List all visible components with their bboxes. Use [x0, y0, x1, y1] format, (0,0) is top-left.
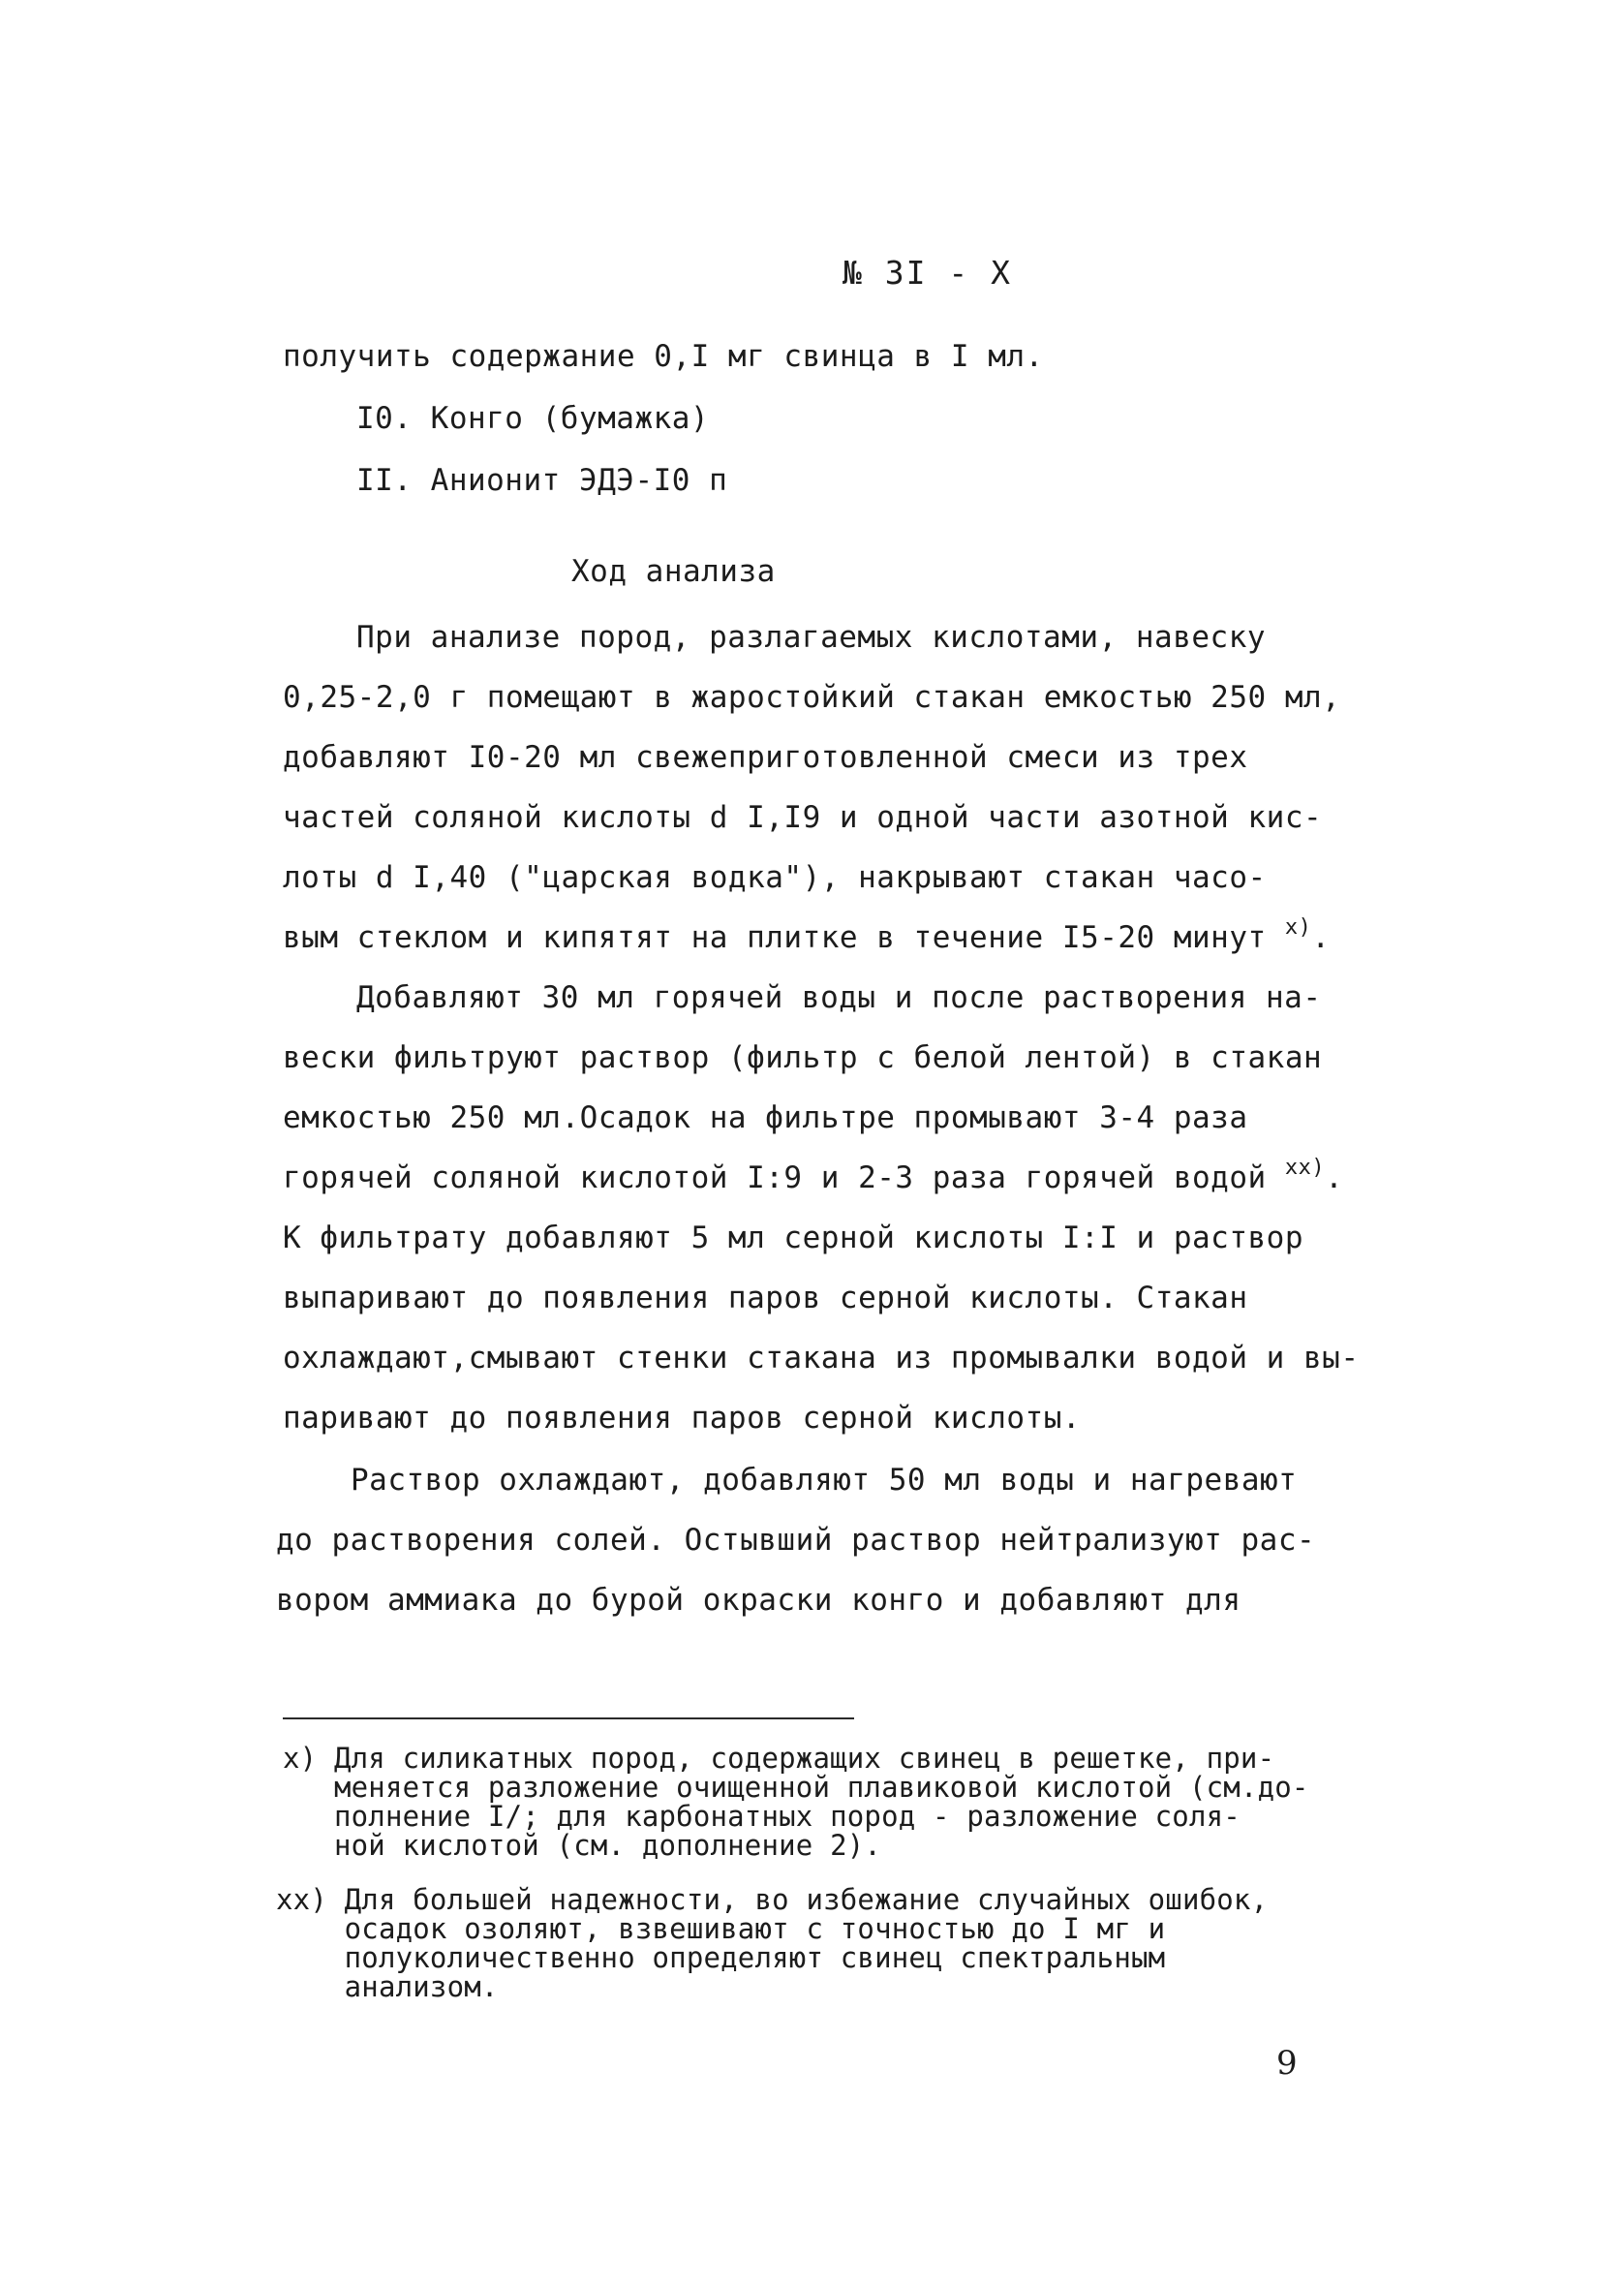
text-line: 0,25-2,0 г помещают в жаростойкий стакан емкостью 250 мл, [283, 680, 1341, 715]
text-line: Добавляют 30 мл горячей воды и после растворения на- [356, 980, 1322, 1015]
text-line: до растворения солей. Остывший раствор нейтрализуют рас- [276, 1523, 1316, 1558]
footnote-marker: x) [1284, 915, 1312, 940]
footnote-line: ной кислотой (см. дополнение 2). [283, 1829, 882, 1862]
text-line: горячей соляной кислотой I:9 и 2-3 раза горячей водой $^{xx)}$. [283, 1156, 1344, 1195]
text-line: паривают до появления паров серной кислоты. [283, 1401, 1082, 1436]
footnote-line: осадок озоляют, взвешивают с точностью до I мг и [276, 1912, 1166, 1945]
page-header: № 3I - X [843, 254, 1012, 292]
footnote-separator [283, 1717, 854, 1719]
page-number: 9 [1276, 2044, 1298, 2083]
text-line: К фильтрату добавляют 5 мл серной кислоты I:I и раствор [283, 1221, 1303, 1255]
section-heading: Ход анализа [571, 554, 776, 589]
text-line: частей соляной кислоты d I,I9 и одной части азотной кис- [283, 800, 1323, 835]
text-line: получить содержание 0,I мг свинца в I мл. [283, 339, 1044, 374]
text-line: емкостью 250 мл.Осадок на фильтре промывают 3-4 раза [283, 1100, 1248, 1135]
text-line: вым стеклом и кипятят на плитке в течение I5-20 минут $^{x)}$. [283, 915, 1331, 955]
footnote-marker: xx) [1284, 1156, 1326, 1180]
footnote-line: анализом. [276, 1970, 499, 2003]
footnote-line: x) Для силикатных пород, содержащих свинец в решетке, при- [283, 1742, 1275, 1775]
text-line: вески фильтруют раствор (фильтр с белой лентой) в стакан [283, 1040, 1323, 1075]
text-line: лоты d I,40 ("царская водка"), накрывают стакан часо- [283, 860, 1267, 895]
footnote-line: полуколичественно определяют свинец спектральным [276, 1941, 1166, 1974]
text-line: При анализе пород, разлагаемых кислотами, навеску [356, 620, 1267, 655]
footnote-line: xx) Для большей надежности, во избежание случайных ошибок, [276, 1883, 1269, 1916]
footnote-line: меняется разложение очищенной плавиковой кислотой (см.до- [283, 1771, 1309, 1804]
text-line: добавляют I0-20 мл свежеприготовленной смеси из трех [283, 740, 1248, 775]
text-line: охлаждают,смывают стенки стакана из промывалки водой и вы- [283, 1341, 1360, 1376]
list-item-reagent-10: I0. Конго (бумажка) [356, 401, 710, 436]
footnote-line: полнение I/; для карбонатных пород - разложение соля- [283, 1800, 1241, 1833]
list-item-reagent-11: II. Анионит ЭДЭ-I0 п [356, 463, 728, 498]
text-line: Раствор охлаждают, добавляют 50 мл воды и нагревают [351, 1463, 1298, 1498]
text-line: выпаривают до появления паров серной кислоты. Стакан [283, 1281, 1248, 1315]
text-line: вором аммиака до бурой окраски конго и добавляют для [276, 1583, 1241, 1618]
